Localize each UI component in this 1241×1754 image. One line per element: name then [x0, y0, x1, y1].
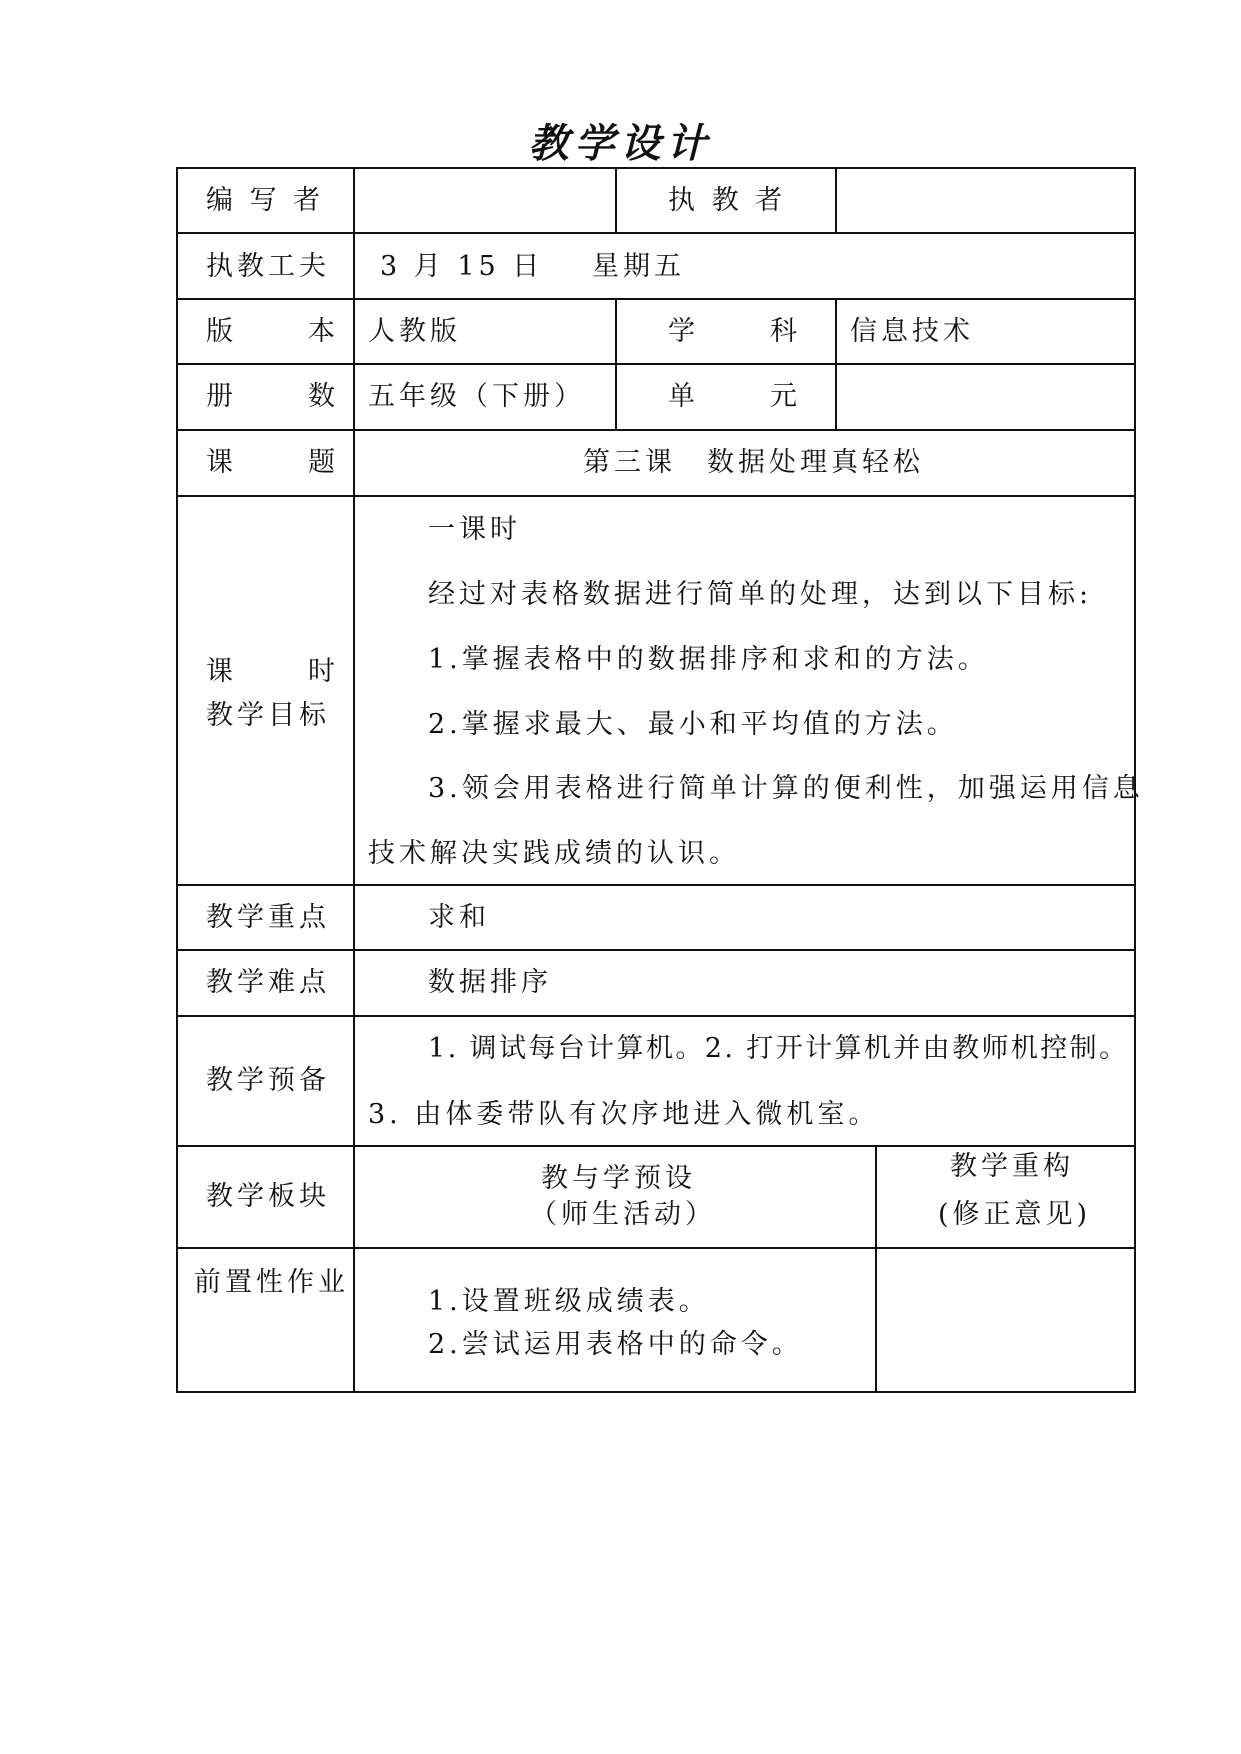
table-rule — [176, 949, 1136, 951]
time-weekday: 星期五 — [592, 251, 685, 282]
label-column-rule — [353, 167, 355, 1393]
table-rule — [176, 298, 1136, 300]
table-rule — [615, 167, 617, 234]
table-rule — [875, 1145, 877, 1393]
objective-line: 技术解决实践成绩的认识。 — [368, 838, 740, 869]
key-point-label: 教学重点 — [206, 902, 330, 933]
objective-line: 1.掌握表格中的数据排序和求和的方法。 — [428, 644, 989, 675]
table-rule — [176, 232, 1136, 234]
preparation-label: 教学预备 — [206, 1065, 330, 1096]
lesson-label: 课 题 — [206, 447, 342, 478]
blocks-col2-line1: 教与学预设 — [541, 1163, 696, 1194]
objective-line: 2.掌握求最大、最小和平均值的方法。 — [428, 709, 958, 740]
table-rule — [176, 429, 1136, 431]
table-rule — [176, 1247, 1136, 1249]
table-rule — [176, 363, 1136, 365]
lesson-title: 第三课 数据处理真轻松 — [583, 447, 924, 478]
edition-value: 人教版 — [368, 316, 461, 347]
key-point-value: 求和 — [428, 902, 490, 933]
subject-label: 学 科 — [668, 316, 804, 347]
objective-line: 3.领会用表格进行简单计算的便利性，加强运用信息 — [428, 773, 1144, 804]
difficulty-value: 数据排序 — [428, 967, 552, 998]
table-rule — [176, 884, 1136, 886]
homework-line2: 2.尝试运用表格中的命令。 — [428, 1329, 803, 1360]
objectives-label-line2: 教学目标 — [206, 700, 330, 731]
homework-label: 前置性作业 — [194, 1267, 349, 1298]
unit-label: 单 元 — [668, 381, 804, 412]
author-label: 编 写 者 — [206, 185, 325, 216]
blocks-col2-line2: （师生活动） — [530, 1199, 716, 1230]
difficulty-label: 教学难点 — [206, 967, 330, 998]
time-label: 执教工夫 — [206, 251, 330, 282]
blocks-label: 教学板块 — [206, 1181, 330, 1212]
table-border-top — [176, 167, 1136, 169]
table-border-bottom — [176, 1391, 1136, 1393]
time-date: 3 月 15 日 — [380, 251, 544, 282]
table-rule — [176, 1015, 1136, 1017]
preparation-line2: 3. 由体委带队有次序地进入微机室。 — [368, 1099, 880, 1130]
homework-line1: 1.设置班级成绩表。 — [428, 1286, 710, 1317]
table-rule — [835, 298, 837, 431]
table-border-left — [176, 167, 178, 1393]
table-rule — [615, 298, 617, 431]
volume-value: 五年级（下册） — [368, 381, 585, 412]
objective-line: 一课时 — [428, 514, 521, 545]
volume-label: 册 数 — [206, 381, 342, 412]
teacher-label: 执 教 者 — [668, 185, 787, 216]
preparation-line1: 1. 调试每台计算机。2. 打开计算机并由教师机控制。 — [428, 1033, 1129, 1064]
table-rule — [176, 495, 1136, 497]
blocks-col3-line1: 教学重构 — [950, 1151, 1074, 1182]
objectives-label-line1: 课 时 — [206, 656, 342, 687]
blocks-col3-line2: (修正意见) — [938, 1199, 1092, 1230]
subject-value: 信息技术 — [850, 316, 974, 347]
document-title: 教学设计 — [528, 120, 713, 167]
table-rule — [835, 167, 837, 234]
table-rule — [176, 1145, 1136, 1147]
objective-line: 经过对表格数据进行简单的处理，达到以下目标: — [428, 579, 1093, 610]
edition-label: 版 本 — [206, 316, 342, 347]
